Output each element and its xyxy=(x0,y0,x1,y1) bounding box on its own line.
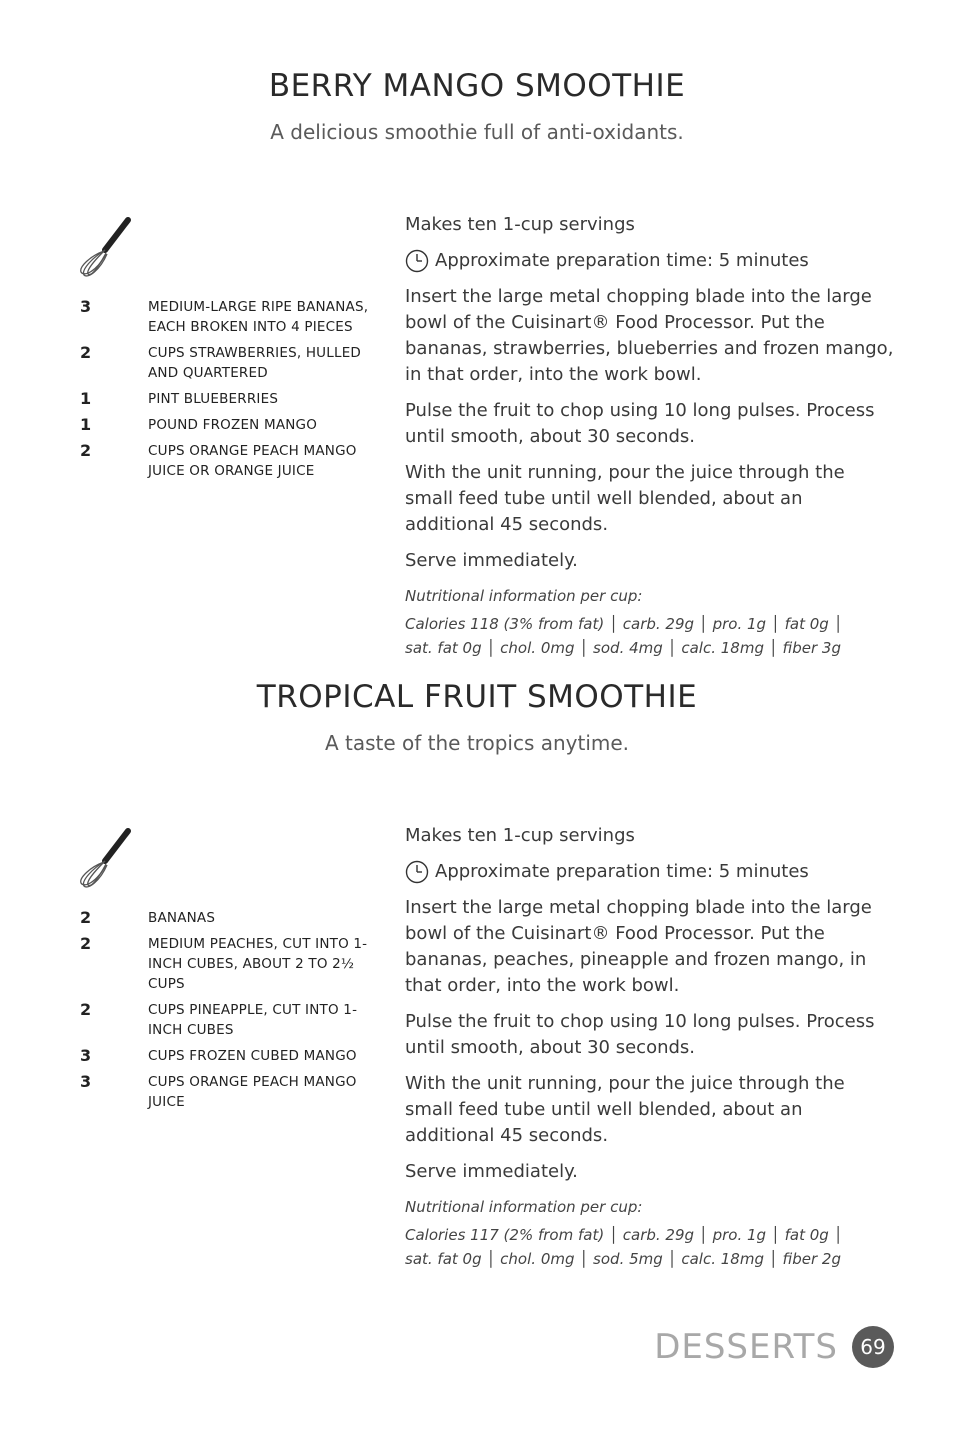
ingredient-quantity: 2 xyxy=(80,441,92,460)
step: Pulse the fruit to chop using 10 long pulses. Process until smooth, about 30 seconds. xyxy=(405,400,875,447)
ingredient-item xyxy=(80,1072,380,1112)
recipe-title: BERRY MANGO SMOOTHIE xyxy=(268,68,686,104)
ingredient-quantity: 3 xyxy=(80,1046,92,1065)
whisk-icon xyxy=(78,216,134,280)
whisk-icon xyxy=(78,827,134,891)
step: With the unit running, pour the juice through the small feed tube until well blended, about an additional 45 seconds. xyxy=(405,1073,845,1146)
ingredient-quantity: 2 xyxy=(80,1000,92,1019)
ingredient-item xyxy=(80,908,380,928)
prep-time xyxy=(405,248,895,274)
ingredient-item xyxy=(80,934,380,994)
nutrition-label: Nutritional information per cup: xyxy=(405,1198,643,1216)
ingredient-text: MEDIUM-LARGE RIPE BANANAS, EACH BROKEN INTO 4 PIECES xyxy=(148,299,369,335)
ingredient-text: PINT BLUEBERRIES xyxy=(148,391,279,407)
servings: Makes ten 1-cup servings xyxy=(405,214,635,235)
servings: Makes ten 1-cup servings xyxy=(405,825,635,846)
recipe-subtitle: A taste of the tropics anytime. xyxy=(324,731,630,755)
method xyxy=(405,823,895,1271)
section-name: DESSERTS xyxy=(654,1327,838,1367)
nutrition-facts xyxy=(405,612,895,660)
ingredient-text: POUND FROZEN MANGO xyxy=(148,417,318,433)
page-number: 69 xyxy=(852,1326,894,1368)
step: Insert the large metal chopping blade into the large bowl of the Cuisinart® Food Processor. Put the bananas, strawberries, blueberries and frozen mango, in that order, into the work bowl. xyxy=(405,286,894,385)
step: Serve immediately. xyxy=(405,550,578,571)
recipe-title: TROPICAL FRUIT SMOOTHIE xyxy=(256,679,698,715)
page-footer xyxy=(654,1326,894,1368)
ingredient-quantity: 2 xyxy=(80,908,92,927)
prep-time-text: Approximate preparation time: 5 minutes xyxy=(435,250,809,271)
nutrition-facts xyxy=(405,1223,895,1271)
ingredient-text: CUPS ORANGE PEACH MANGO JUICE OR ORANGE JUICE xyxy=(148,443,357,479)
ingredient-text: MEDIUM PEACHES, CUT INTO 1-INCH CUBES, ABOUT 2 TO 2½ CUPS xyxy=(148,936,368,992)
step: Serve immediately. xyxy=(405,1161,578,1182)
ingredient-text: CUPS PINEAPPLE, CUT INTO 1-INCH CUBES xyxy=(148,1002,358,1038)
nutrition-line: sat. fat 0g │ chol. 0mg │ sod. 4mg │ calc. 18mg │ fiber 3g xyxy=(405,639,841,657)
method xyxy=(405,212,895,660)
ingredient-item xyxy=(80,441,380,481)
step: Insert the large metal chopping blade into the large bowl of the Cuisinart® Food Processor. Put the bananas, peaches, pineapple and frozen mango, in that order, into the work bowl. xyxy=(405,897,872,996)
ingredient-quantity: 1 xyxy=(80,415,92,434)
ingredient-quantity: 3 xyxy=(80,1072,92,1091)
prep-time-text: Approximate preparation time: 5 minutes xyxy=(435,861,809,882)
ingredient-item xyxy=(80,1000,380,1040)
ingredient-quantity: 2 xyxy=(80,934,92,953)
nutrition-label: Nutritional information per cup: xyxy=(405,587,643,605)
ingredient-text: CUPS FROZEN CUBED MANGO xyxy=(148,1048,357,1064)
ingredient-text: BANANAS xyxy=(148,910,216,926)
ingredient-text: CUPS STRAWBERRIES, HULLED AND QUARTERED xyxy=(148,345,362,381)
ingredient-list xyxy=(80,908,380,1118)
ingredient-quantity: 2 xyxy=(80,343,92,362)
nutrition-line: Calories 117 (2% from fat) │ carb. 29g │ pro. 1g │ fat 0g │ xyxy=(405,1226,843,1244)
ingredient-quantity: 3 xyxy=(80,297,92,316)
recipe-subtitle: A delicious smoothie full of anti-oxidants. xyxy=(270,120,684,144)
ingredient-item xyxy=(80,415,380,435)
ingredient-list xyxy=(80,297,380,487)
nutrition-line: Calories 118 (3% from fat) │ carb. 29g │ pro. 1g │ fat 0g │ xyxy=(405,615,843,633)
ingredient-text: CUPS ORANGE PEACH MANGO JUICE xyxy=(148,1074,357,1110)
prep-time xyxy=(405,859,895,885)
ingredient-item xyxy=(80,1046,380,1066)
ingredient-quantity: 1 xyxy=(80,389,92,408)
clock-icon xyxy=(405,860,429,884)
step: Pulse the fruit to chop using 10 long pulses. Process until smooth, about 30 seconds. xyxy=(405,1011,875,1058)
ingredient-item xyxy=(80,343,380,383)
ingredient-item xyxy=(80,389,380,409)
step: With the unit running, pour the juice through the small feed tube until well blended, about an additional 45 seconds. xyxy=(405,462,845,535)
nutrition-line: sat. fat 0g │ chol. 0mg │ sod. 5mg │ calc. 18mg │ fiber 2g xyxy=(405,1250,841,1268)
clock-icon xyxy=(405,249,429,273)
ingredient-item xyxy=(80,297,380,337)
